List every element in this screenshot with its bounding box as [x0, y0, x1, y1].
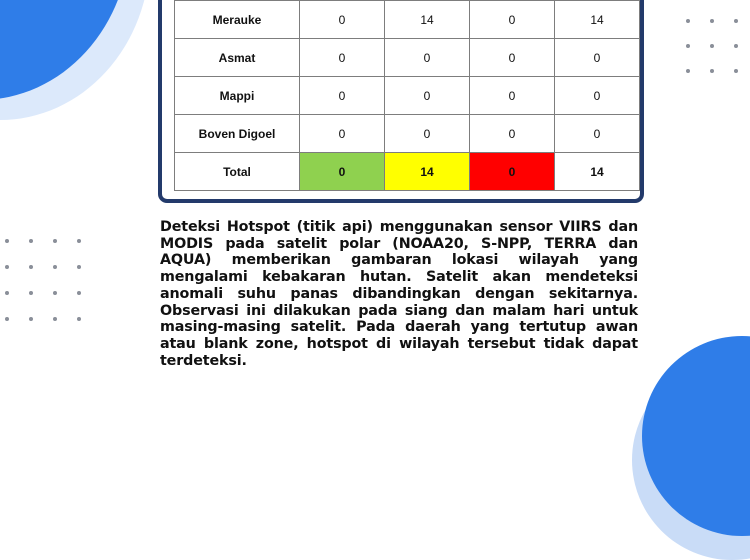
dot [29, 239, 33, 243]
decorative-dot-grid-right [686, 19, 738, 73]
dot [686, 69, 690, 73]
dot [5, 265, 9, 269]
dot [5, 239, 9, 243]
table-row [175, 39, 640, 77]
value-cell: 0 [300, 77, 385, 115]
dot [710, 44, 714, 48]
dot [5, 291, 9, 295]
value-cell: 0 [470, 115, 555, 153]
dot [53, 317, 57, 321]
total-value-cell: 0 [470, 153, 555, 191]
dot [53, 291, 57, 295]
dot [5, 317, 9, 321]
value-cell: 0 [555, 39, 640, 77]
region-cell: Mappi [175, 77, 300, 115]
total-value-cell: 14 [385, 153, 470, 191]
hotspot-table-frame [158, 0, 644, 203]
dot [734, 69, 738, 73]
total-row [175, 153, 640, 191]
value-cell: 0 [300, 115, 385, 153]
value-cell: 0 [555, 115, 640, 153]
value-cell: 14 [385, 1, 470, 39]
dot [686, 44, 690, 48]
region-cell: Boven Digoel [175, 115, 300, 153]
total-label-cell: Total [175, 153, 300, 191]
total-value-cell: 0 [300, 153, 385, 191]
value-cell: 0 [385, 77, 470, 115]
value-cell: 14 [555, 1, 640, 39]
table-row [175, 1, 640, 39]
region-cell: Merauke [175, 1, 300, 39]
dot [29, 317, 33, 321]
decorative-dot-grid-left [5, 239, 81, 321]
dot [686, 19, 690, 23]
value-cell: 0 [385, 115, 470, 153]
value-cell: 0 [555, 77, 640, 115]
dot [77, 291, 81, 295]
dot [77, 265, 81, 269]
total-value-cell: 14 [555, 153, 640, 191]
dot [53, 265, 57, 269]
dot [734, 19, 738, 23]
value-cell: 0 [300, 1, 385, 39]
dot [77, 317, 81, 321]
hotspot-description: Deteksi Hotspot (titik api) menggunakan sensor VIIRS dan MODIS pada satelit polar (NOAA20, S-NPP, TERRA dan AQUA) memberikan gambaran lokasi wilayah yang mengalami kebakaran hutan. Satelit akan mendeteksi anomali suhu panas dibandingkan dengan sekitarnya. Observasi ini dilakukan pada siang dan malam hari untuk masing-masing satelit. Pada daerah yang tertutup awan atau blank zone, hotspot di wilayah tersebut tidak dapat terdeteksi. [160, 219, 638, 369]
value-cell: 0 [470, 77, 555, 115]
value-cell: 0 [470, 1, 555, 39]
dot [710, 69, 714, 73]
table-row [175, 115, 640, 153]
value-cell: 0 [385, 39, 470, 77]
table-row [175, 77, 640, 115]
value-cell: 0 [470, 39, 555, 77]
dot [734, 44, 738, 48]
dot [29, 265, 33, 269]
dot [77, 239, 81, 243]
hotspot-table [174, 0, 640, 191]
dot [29, 291, 33, 295]
value-cell: 0 [300, 39, 385, 77]
dot [53, 239, 57, 243]
dot [710, 19, 714, 23]
region-cell: Asmat [175, 39, 300, 77]
